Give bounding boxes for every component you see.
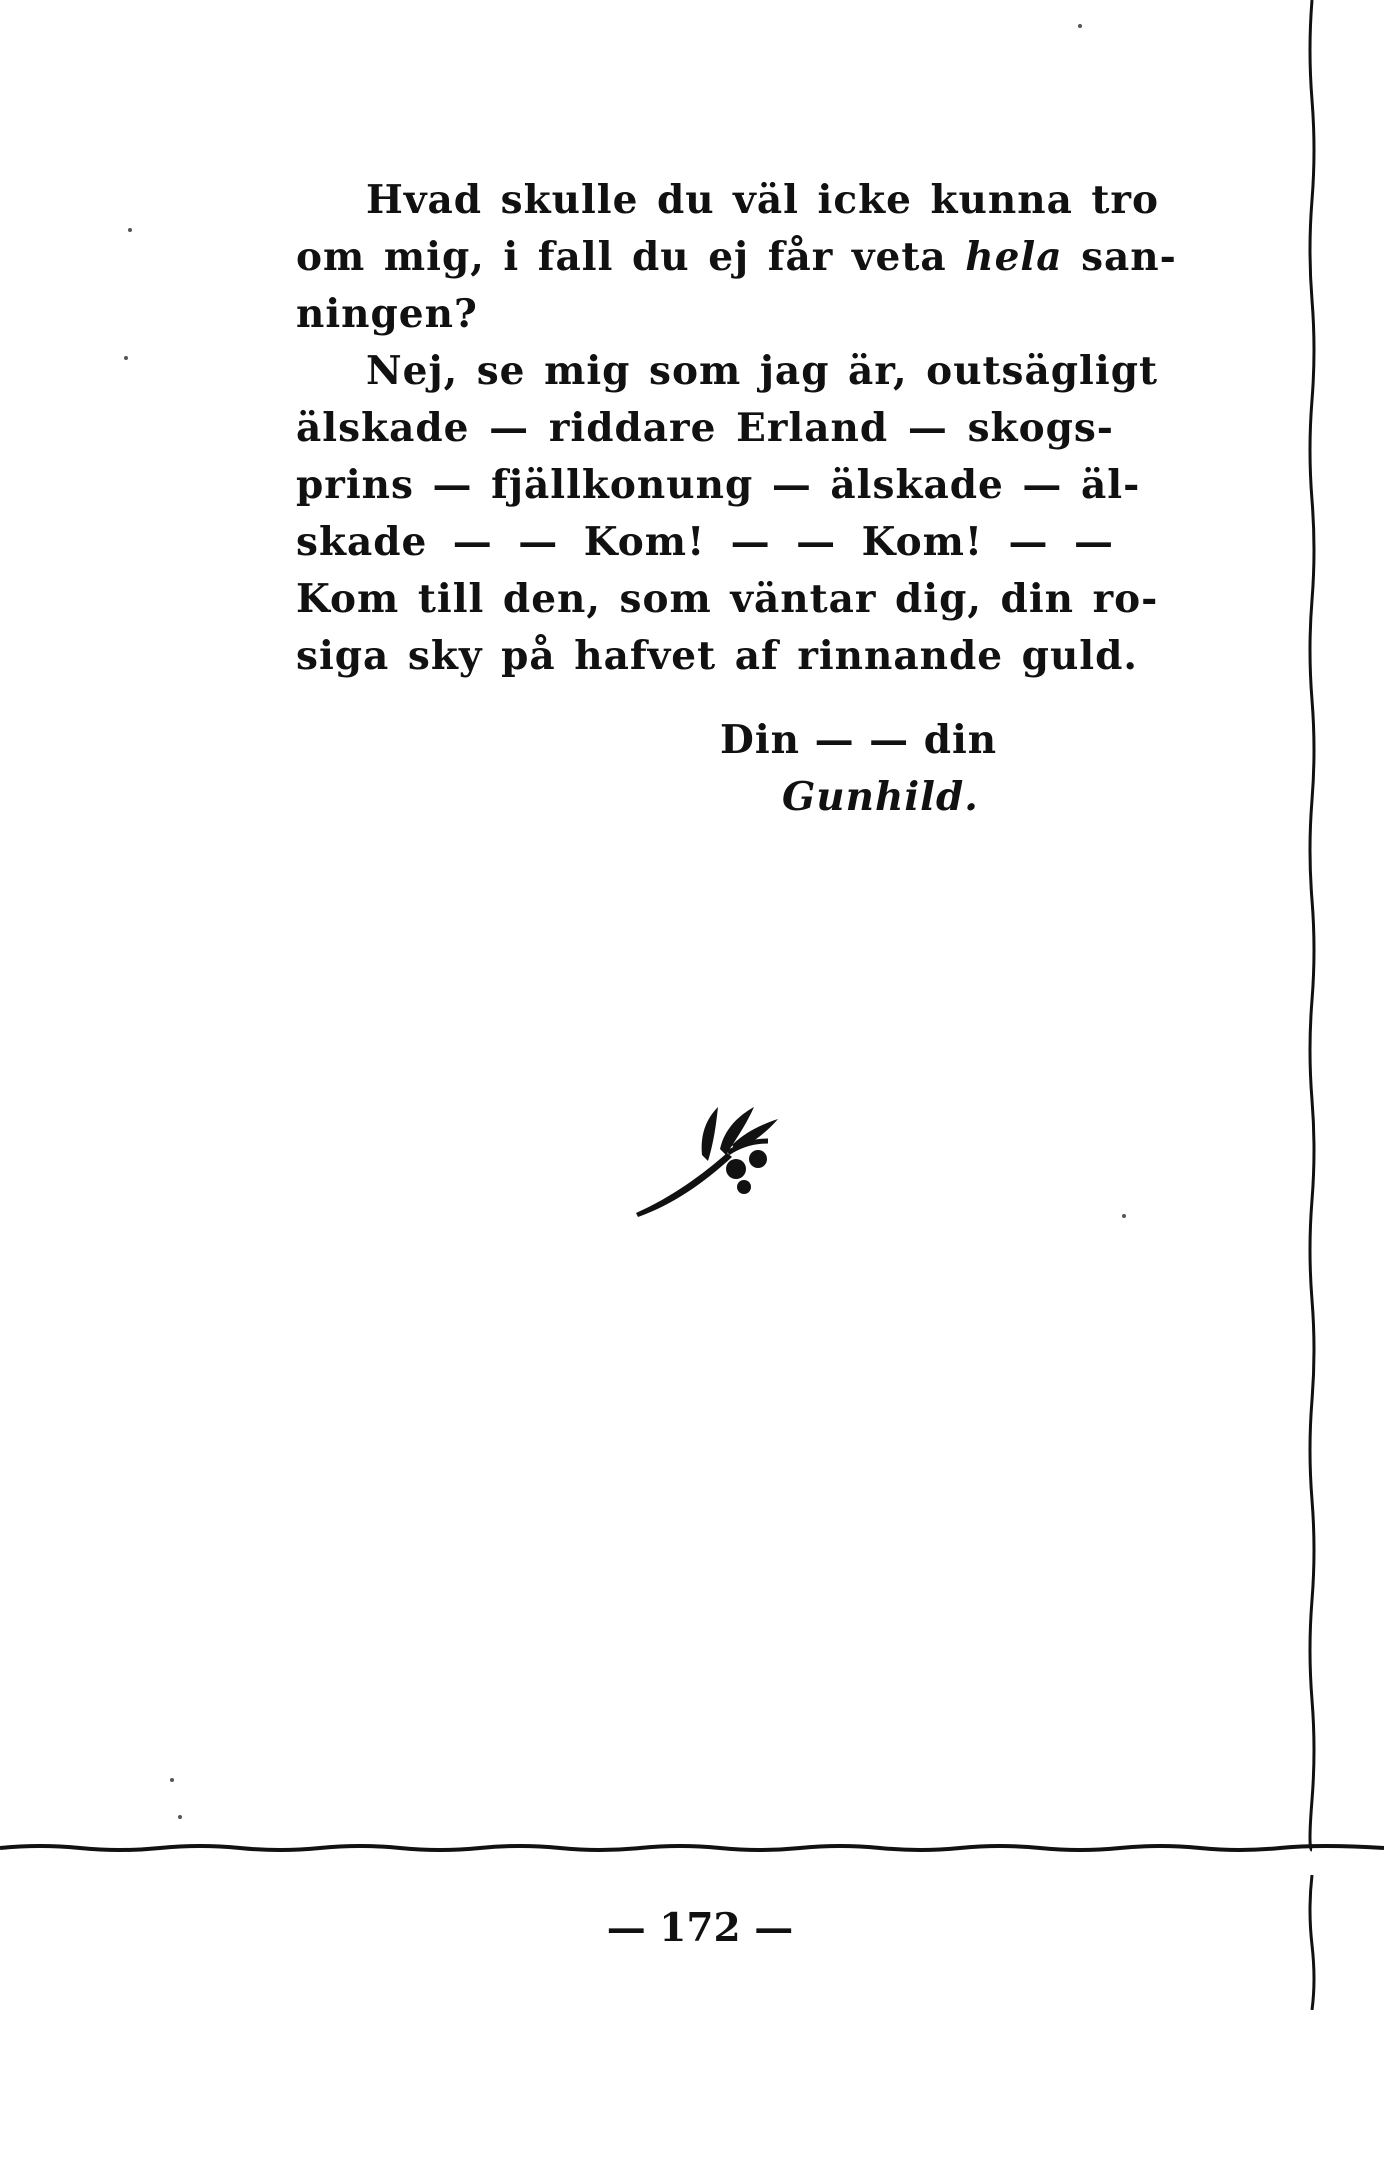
letter-line: Hvad skulle du väl icke kunna tro xyxy=(366,177,1159,223)
print-speck xyxy=(170,1778,174,1782)
print-speck xyxy=(128,228,132,232)
letter-line-text: san- xyxy=(1081,234,1177,280)
print-speck xyxy=(1078,24,1082,28)
page-number: — 172 — xyxy=(606,1905,794,1951)
print-speck xyxy=(1122,1214,1126,1218)
letter-line-text: om mig, i fall du ej får veta xyxy=(296,234,947,280)
vertical-rule xyxy=(1298,0,1326,2010)
leaf-sprig-ornament-icon xyxy=(632,1105,782,1230)
letter-line: ningen? xyxy=(296,291,478,337)
signature-closing: Din — — din xyxy=(720,717,998,763)
letter-signature xyxy=(296,712,1114,826)
letter-line xyxy=(296,229,1177,286)
print-speck xyxy=(178,1815,182,1819)
letter-line: siga sky på hafvet af rinnande guld. xyxy=(296,633,1138,679)
letter-body xyxy=(296,172,1177,685)
letter-line: älskade — riddare Erland — skogs- xyxy=(296,405,1114,451)
letter-line: Nej, se mig som jag är, outsägligt xyxy=(366,348,1158,394)
signature-name: Gunhild. xyxy=(782,774,979,820)
emphasis-word: hela xyxy=(965,234,1063,280)
print-speck xyxy=(124,356,128,360)
letter-line: Kom till den, som väntar dig, din ro- xyxy=(296,576,1159,622)
horizontal-rule xyxy=(0,1838,1384,1858)
letter-line: prins — fjällkonung — älskade — äl- xyxy=(296,462,1141,508)
letter-line: skade — — Kom! — — Kom! — — xyxy=(296,519,1114,565)
